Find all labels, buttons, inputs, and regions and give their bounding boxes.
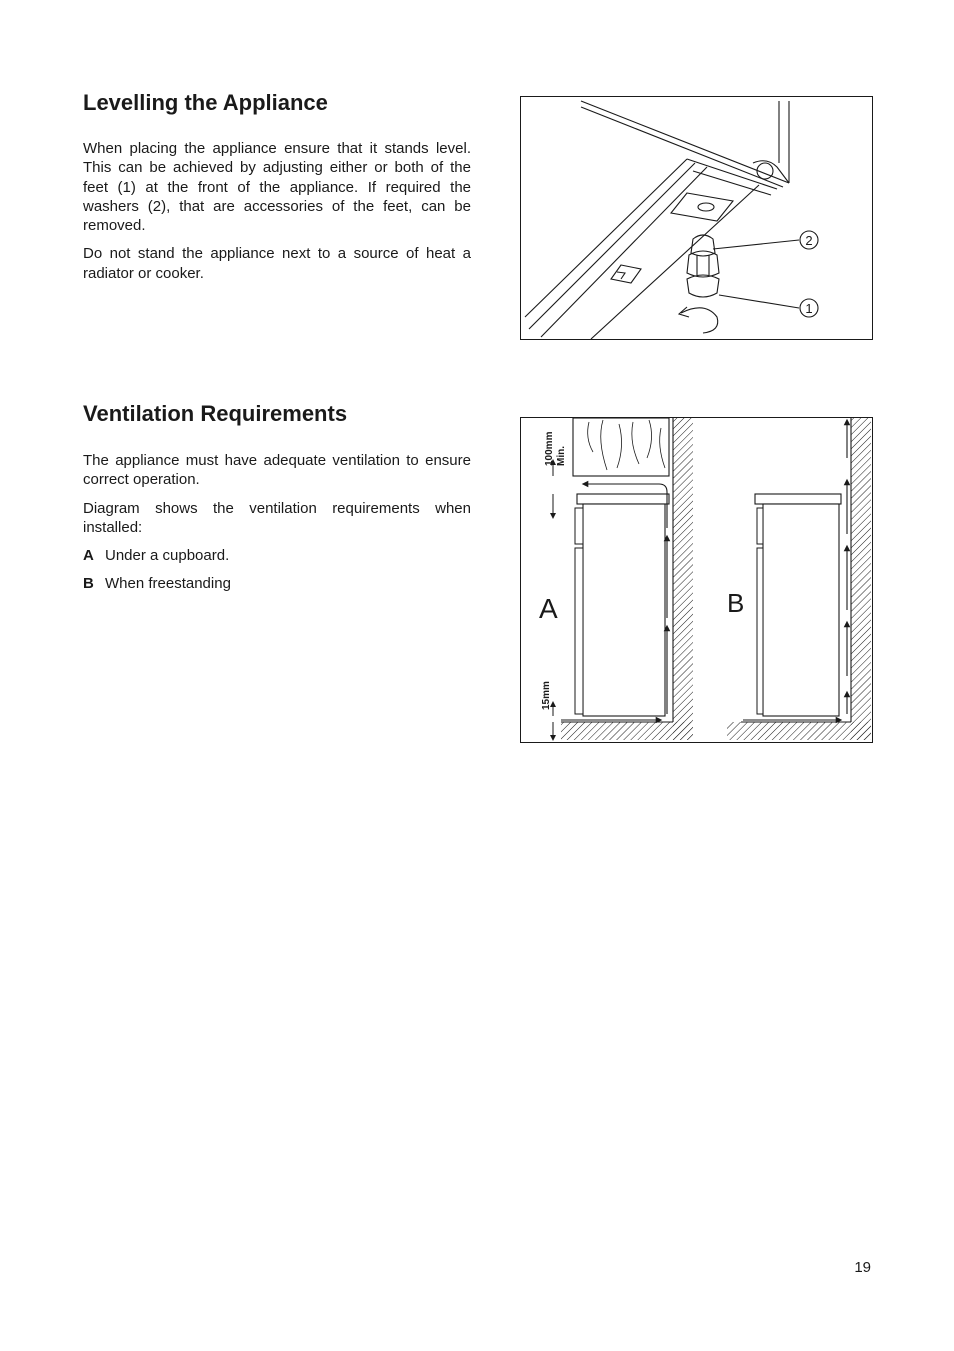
levelling-title: Levelling the Appliance	[83, 90, 328, 115]
levelling-figure	[520, 96, 873, 340]
levelling-paragraph-1: When placing the appliance ensure that it stands level. This can be achieved by adjusting either or both of the feet (1) at the front of the appliance. If required the washers (2), that are accessories of the feet, can be removed.	[83, 140, 471, 235]
ventilation-paragraph-2: Diagram shows the ventilation requirements when installed:	[83, 499, 471, 536]
top-clearance-label: 100mm	[544, 431, 555, 466]
list-item-b	[83, 574, 471, 593]
list-key-b: B	[83, 575, 94, 593]
levelling-illustration	[521, 97, 872, 339]
page-number: 19	[854, 1259, 871, 1276]
ventilation-title: Ventilation Requirements	[83, 401, 348, 426]
callout-1: 1	[805, 301, 813, 316]
callout-2: 2	[805, 233, 813, 248]
diagram-label-a: A	[539, 593, 558, 624]
list-text-b: When freestanding	[105, 575, 231, 593]
list-key-a: A	[83, 547, 94, 565]
top-clearance-min-label: Min.	[556, 446, 567, 466]
list-item-a	[83, 546, 471, 565]
ventilation-diagram	[521, 418, 872, 742]
bottom-clearance-label: 15mm	[541, 681, 552, 710]
levelling-paragraph-2: Do not stand the appliance next to a source of heat a radiator or cooker.	[83, 245, 471, 282]
list-text-a: Under a cupboard.	[105, 547, 230, 565]
ventilation-body	[83, 451, 471, 603]
ventilation-figure	[520, 417, 873, 743]
diagram-label-b: B	[727, 588, 745, 618]
ventilation-paragraph-1: The appliance must have adequate ventilation to ensure correct operation.	[83, 452, 471, 489]
levelling-body	[83, 139, 471, 292]
